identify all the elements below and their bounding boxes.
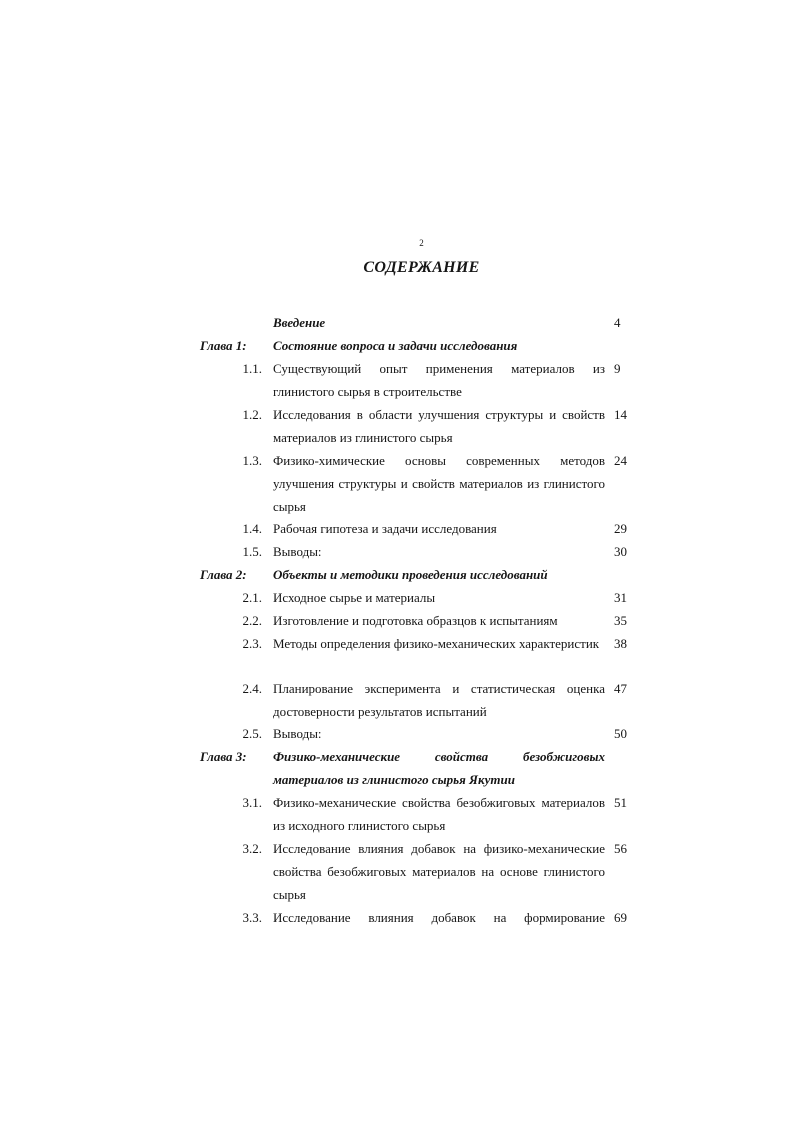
toc-section-label: 1.1. xyxy=(242,361,262,376)
toc-entry-page: 9 xyxy=(614,361,621,376)
toc-entry-text: Существующий опыт применения материалов из глинистого сырья в строительстве xyxy=(273,361,605,399)
toc-section-label: 1.5. xyxy=(242,544,262,559)
toc-entry-page: 38 xyxy=(614,636,627,651)
toc-chapter-label: Глава 3: xyxy=(200,749,247,764)
toc-section-label: 3.2. xyxy=(242,841,262,856)
toc-entry-page: 31 xyxy=(614,590,627,605)
toc-entry-text: Объекты и методики проведения исследований xyxy=(273,567,548,582)
page-title: СОДЕРЖАНИЕ xyxy=(363,259,480,276)
toc-entry-page: 51 xyxy=(614,795,627,810)
toc-entry-text: Изготовление и подготовка образцов к испытаниям xyxy=(273,613,558,628)
toc-section-label: 2.5. xyxy=(242,726,262,741)
toc-chapter-label: Глава 2: xyxy=(200,567,247,582)
toc-entry-page: 69 xyxy=(614,910,627,925)
toc-entry-text: Исходное сырье и материалы xyxy=(273,590,436,605)
toc-section-label: 2.1. xyxy=(242,590,262,605)
toc-entry-text: Физико-химические основы современных методов улучшения структуры и свойств материалов из глинистого сырья xyxy=(273,453,605,514)
toc-section-label: 2.2. xyxy=(242,613,262,628)
toc-entry-page: 50 xyxy=(614,726,627,741)
toc-entry-page: 4 xyxy=(614,315,621,330)
toc-chapter-label: Глава 1: xyxy=(200,338,247,353)
toc-entry-page: 35 xyxy=(614,613,627,628)
toc-entry-text: Исследования в области улучшения структуры и свойств материалов из глинистого сырья xyxy=(273,407,605,445)
toc-entry-page: 29 xyxy=(614,521,627,536)
toc-entry-text: Введение xyxy=(273,315,326,330)
page-number: 2 xyxy=(419,238,424,248)
toc-section-label: 3.1. xyxy=(242,795,262,810)
toc-section-label: 3.3. xyxy=(242,910,262,925)
toc-section-label: 1.4. xyxy=(242,521,262,536)
toc-entry-text: Выводы: xyxy=(273,544,322,559)
toc-section-label: 1.3. xyxy=(242,453,262,468)
toc-entry-page: 47 xyxy=(614,681,627,696)
toc-entry-page: 56 xyxy=(614,841,627,856)
toc-entry-page: 24 xyxy=(614,453,627,468)
toc-entry-text: Состояние вопроса и задачи исследования xyxy=(273,338,518,353)
toc-entry-text: Физико-механические свойства безобжиговых материалов из исходного глинистого сырья xyxy=(273,795,605,833)
toc-section-label: 2.3. xyxy=(242,636,262,651)
toc-entry-text: Исследование влияния добавок на физико-механические свойства безобжиговых материалов на основе глинистого сырья xyxy=(273,841,605,902)
toc-entry-text: Методы определения физико-механических характеристик xyxy=(273,636,600,651)
toc-entry-text: Исследование влияния добавок на формирование xyxy=(273,910,605,925)
toc-entry-text: Выводы: xyxy=(273,726,322,741)
toc-section-label: 1.2. xyxy=(242,407,262,422)
toc-entry-text: Физико-механические свойства безобжиговых материалов из глинистого сырья Якутии xyxy=(273,749,605,787)
toc-section-label: 2.4. xyxy=(242,681,262,696)
toc-entry-text: Рабочая гипотеза и задачи исследования xyxy=(273,521,497,536)
toc-entry-page: 30 xyxy=(614,544,627,559)
toc-entry-page: 14 xyxy=(614,407,627,422)
toc-entry-text: Планирование эксперимента и статистическая оценка достоверности результатов испытаний xyxy=(273,681,605,719)
